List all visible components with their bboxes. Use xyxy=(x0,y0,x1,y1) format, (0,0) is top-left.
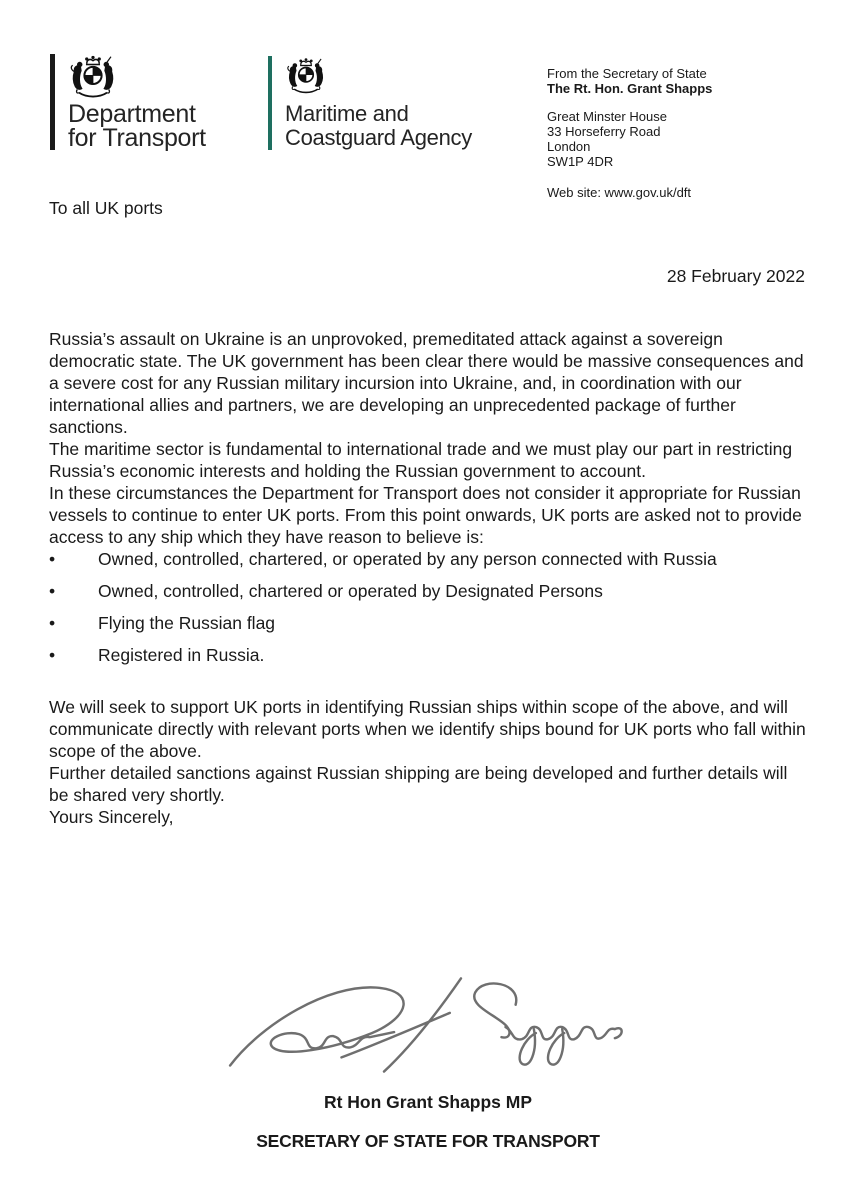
dft-wordmark-line1: Department xyxy=(68,100,196,128)
mca-wordmark-line2: Coastguard Agency xyxy=(285,125,472,150)
dft-wordmark-line2: for Transport xyxy=(68,124,206,152)
bullet-text: Owned, controlled, chartered or operated by Designated Persons xyxy=(98,581,603,601)
mca-wordmark-line1: Maritime and xyxy=(285,101,409,126)
royal-crest-icon xyxy=(68,54,118,100)
from-label: From the Secretary of State xyxy=(547,66,707,81)
address-line: SW1P 4DR xyxy=(547,154,614,169)
paragraph: In these circumstances the Department for Transport does not consider it appropriate for Russian vessels to continue to enter UK ports. From this point onwards, UK ports are asked not to provide access to any ship which they have reason to believe is: xyxy=(49,483,802,547)
dft-wordmark xyxy=(68,102,206,150)
bullet-text: Flying the Russian flag xyxy=(98,613,276,633)
paragraph: Further detailed sanctions against Russian shipping are being developed and further details will be shared very shortly. xyxy=(49,763,788,805)
bullet-list xyxy=(49,548,807,666)
sender-name: The Rt. Hon. Grant Shapps xyxy=(547,81,713,96)
bullet-item xyxy=(49,580,807,602)
bullet-dot: • xyxy=(49,581,56,601)
sender-block xyxy=(547,66,712,200)
bullet-dot: • xyxy=(49,645,56,665)
signatory-name: Rt Hon Grant Shapps MP xyxy=(323,1092,533,1112)
signatory-title: SECRETARY OF STATE FOR TRANSPORT xyxy=(256,1131,600,1151)
bullet-text: Owned, controlled, chartered, or operated by any person connected with Russia xyxy=(98,549,717,569)
address-line: London xyxy=(547,139,591,154)
bullet-item xyxy=(49,548,807,570)
bullet-item xyxy=(49,644,807,666)
bullet-text: Registered in Russia. xyxy=(98,645,265,665)
closing-line: Yours Sincerely, xyxy=(49,807,174,827)
address-line: Great Minster House xyxy=(547,109,667,124)
mca-logo xyxy=(268,56,472,150)
bullet-dot: • xyxy=(49,613,56,633)
mca-wordmark xyxy=(285,102,472,150)
letter-date: 28 February 2022 xyxy=(666,266,805,286)
recipient-line: To all UK ports xyxy=(49,198,163,218)
royal-crest-icon xyxy=(285,56,327,96)
address-line: 33 Horseferry Road xyxy=(547,124,661,139)
sender-address xyxy=(547,109,712,169)
bullet-dot: • xyxy=(49,549,56,569)
bullet-item xyxy=(49,612,807,634)
paragraph: We will seek to support UK ports in identifying Russian ships within scope of the above, and will communicate directly with relevant ports when we identify ships bound for UK ports who fall within scope of the above. xyxy=(49,697,806,761)
website-line: Web site: www.gov.uk/dft xyxy=(547,185,692,200)
paragraph: Russia’s assault on Ukraine is an unprovoked, premeditated attack against a sovereign democratic state. The UK government has been clear there would be massive consequences and a severe cost for any Russian military incursion into Ukraine, and, in coordination with our international allies and partners, we are developing an unprecedented package of further sanctions. xyxy=(49,329,804,437)
dft-logo xyxy=(50,54,206,150)
signature-image xyxy=(222,974,627,1076)
letter-body xyxy=(49,328,807,828)
paragraph: The maritime sector is fundamental to international trade and we must play our part in restricting Russia’s economic interests and holding the Russian government to account. xyxy=(49,439,793,481)
